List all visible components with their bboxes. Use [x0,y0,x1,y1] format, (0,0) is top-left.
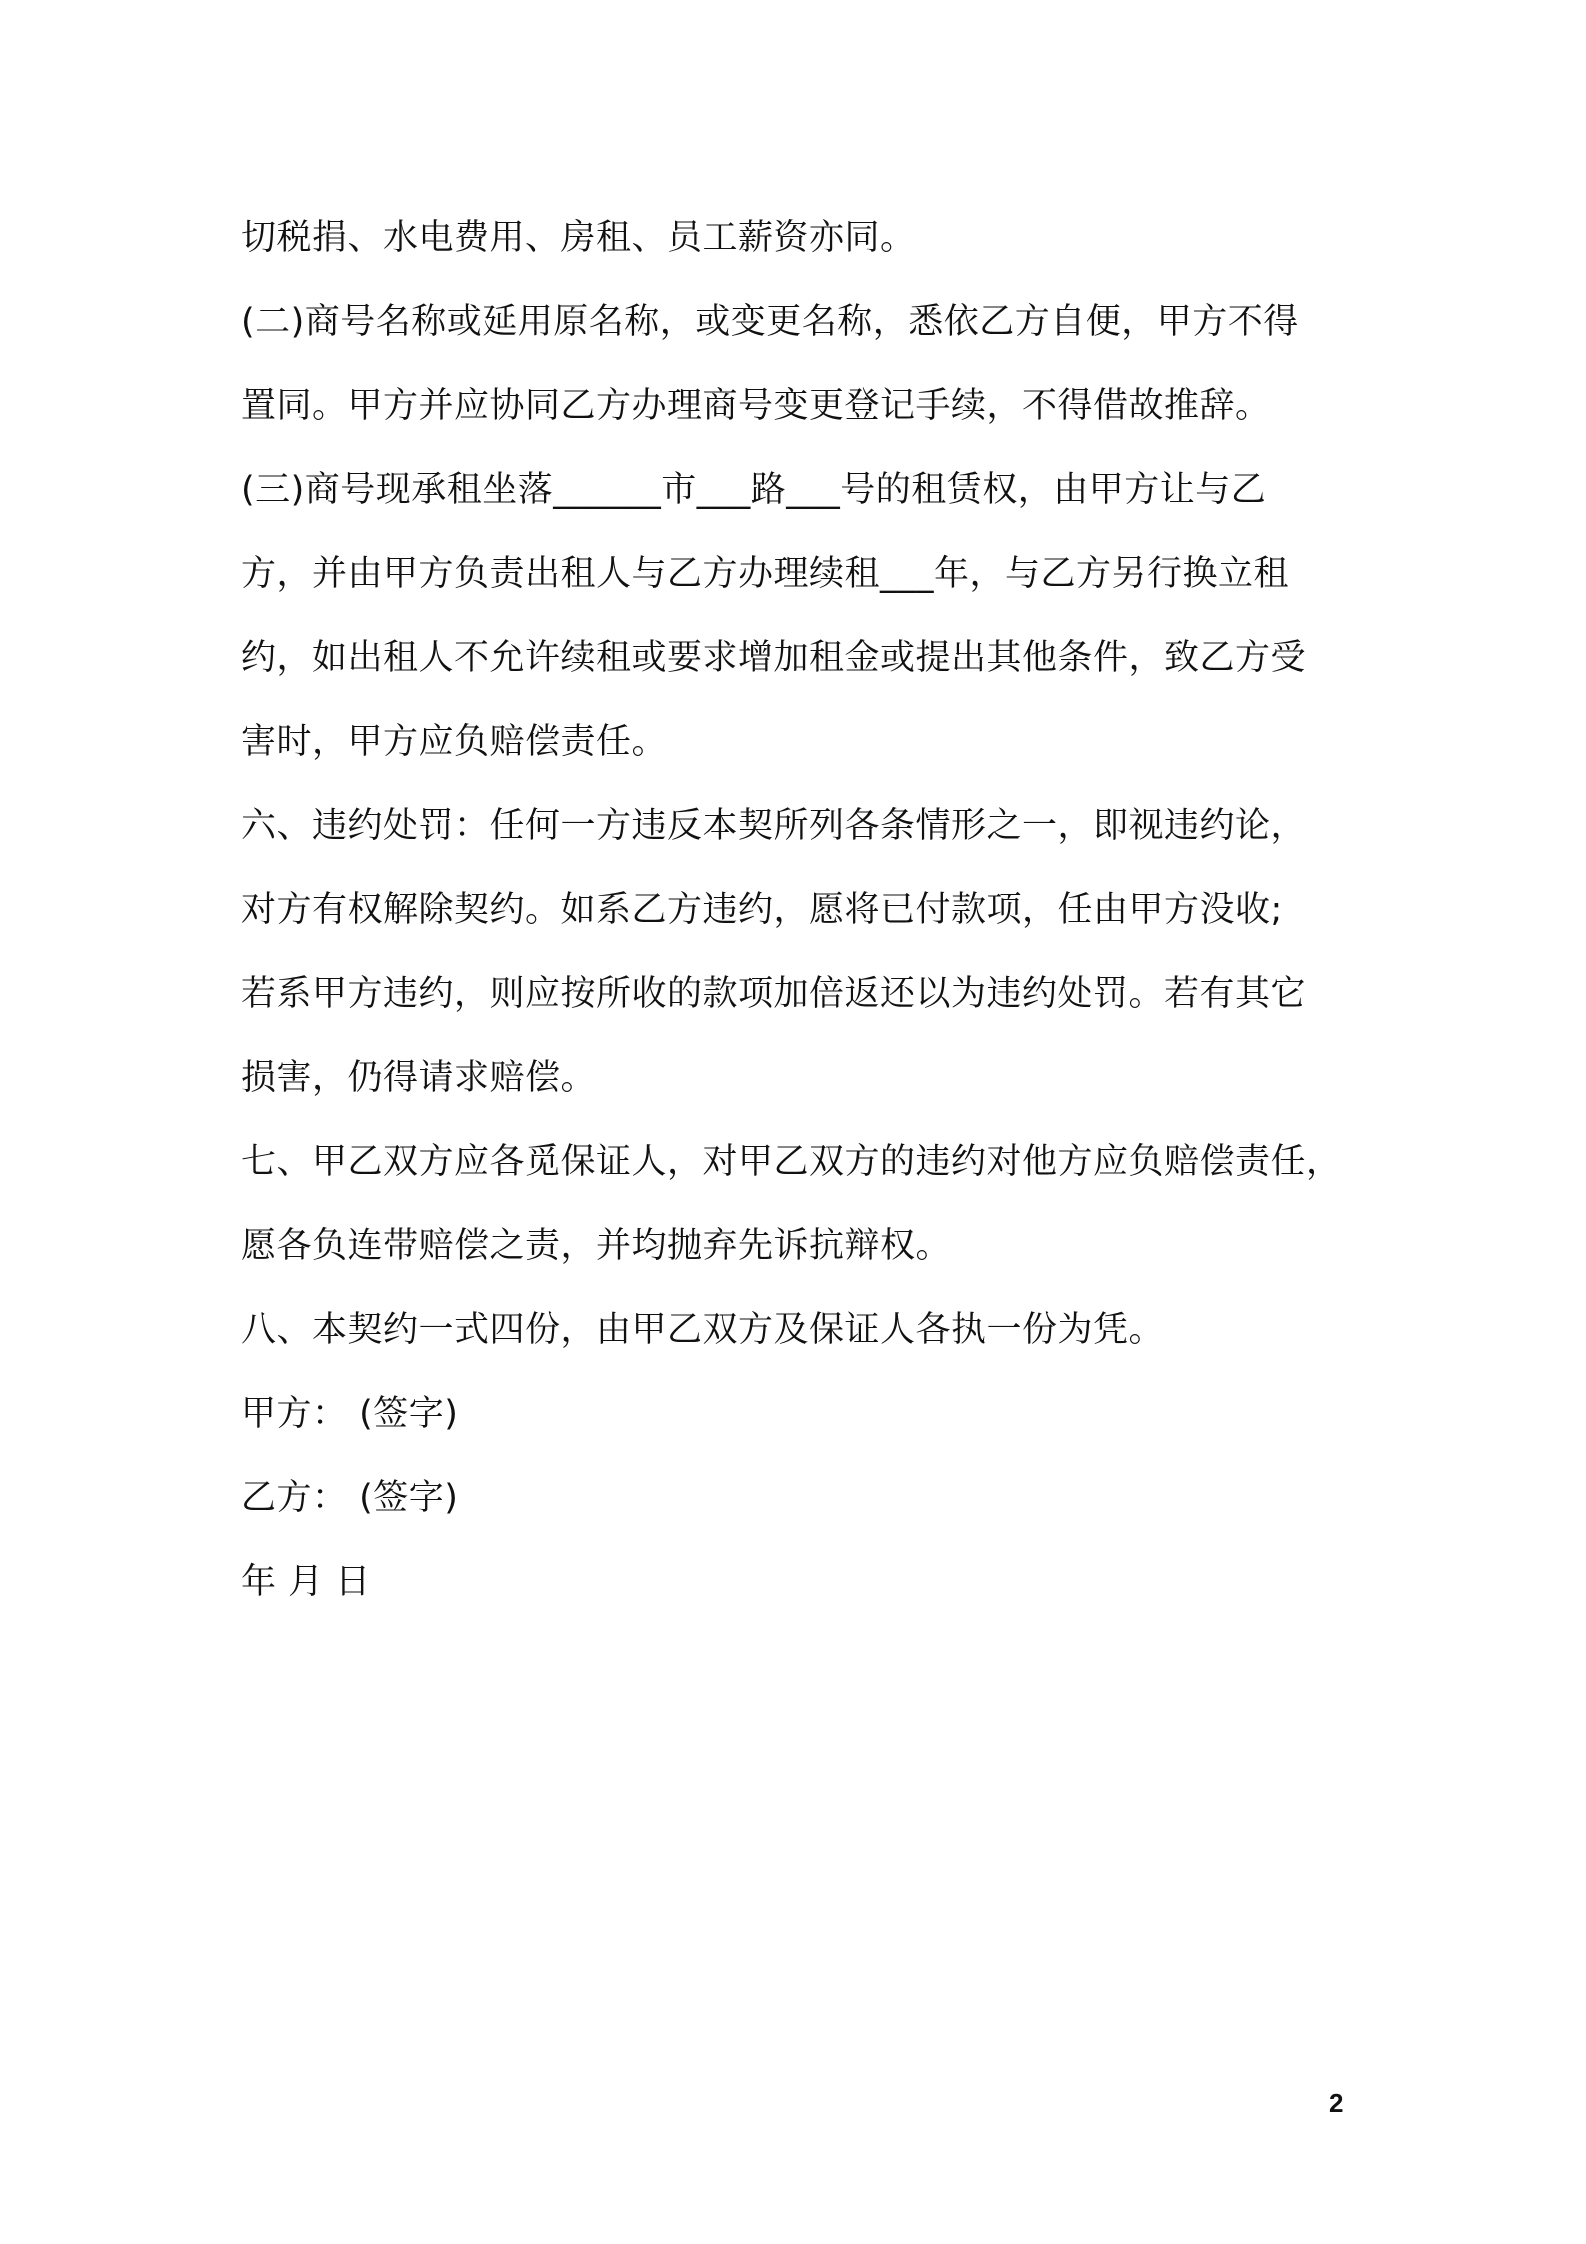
text-line: (三)商号现承租坐落______市___路___号的租赁权，由甲方让与乙 [241,470,1267,510]
page-number: 2 [1329,2088,1344,2118]
text-line: (二)商号名称或延用原名称，或变更名称，悉依乙方自便，甲方不得 [241,302,1299,342]
text-line: 八、本契约一式四份，由甲乙双方及保证人各执一份为凭。 [241,1310,1165,1350]
text-line: 对方有权解除契约。如系乙方违约，愿将已付款项，任由甲方没收; [241,890,1283,930]
signature-line-party-b: 乙方： (签字) [241,1478,459,1518]
text-line: 切税捐、水电费用、房租、员工薪资亦同。 [241,218,916,258]
text-line: 六、违约处罚：任何一方违反本契所列各条情形之一，即视违约论， [241,806,1307,846]
document-body [241,196,1356,1624]
text-line: 害时，甲方应负赔偿责任。 [241,722,668,762]
date-line: 年 月 日 [241,1562,371,1602]
text-line: 七、甲乙双方应各觅保证人，对甲乙双方的违约对他方应负赔偿责任， [241,1142,1342,1182]
text-line: 置同。甲方并应协同乙方办理商号变更登记手续，不得借故推辞。 [241,386,1271,426]
text-line: 约，如出租人不允许续租或要求增加租金或提出其他条件，致乙方受 [241,638,1307,678]
signature-line-party-a: 甲方： (签字) [241,1394,459,1434]
text-line: 愿各负连带赔偿之责，并均抛弃先诉抗辩权。 [241,1226,952,1266]
text-line: 损害，仍得请求赔偿。 [241,1058,597,1098]
text-line: 若系甲方违约，则应按所收的款项加倍返还以为违约处罚。若有其它 [241,974,1307,1014]
text-line: 方，并由甲方负责出租人与乙方办理续租___年，与乙方另行换立租 [241,554,1290,594]
